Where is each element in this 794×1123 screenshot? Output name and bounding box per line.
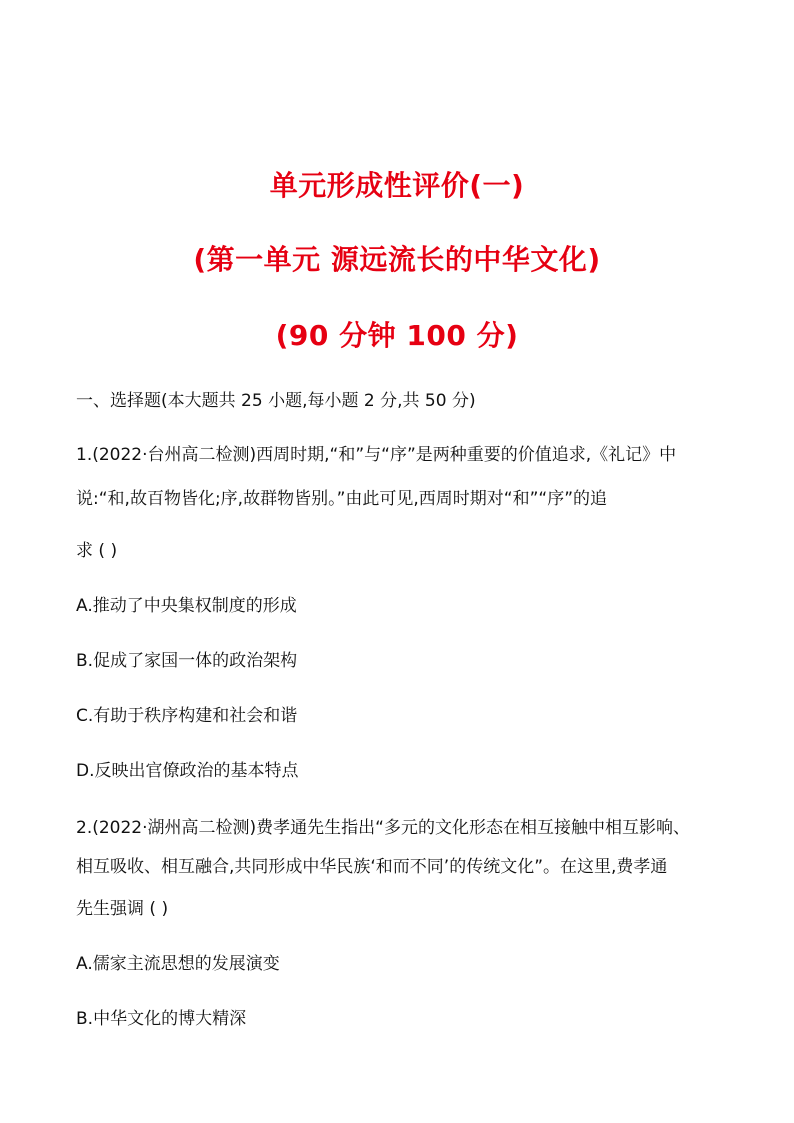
question-text-line: 先生强调 ( ) bbox=[76, 899, 169, 919]
option-a: A.推动了中央集权制度的形成 bbox=[76, 596, 297, 616]
section-heading: 一、选择题(本大题共 25 小题,每小题 2 分,共 50 分) bbox=[76, 391, 476, 411]
question-text-line: 1.(2022·台州高二检测)西周时期,“和”与“序”是两种重要的价值追求,《礼记》中 bbox=[76, 445, 677, 465]
unit-subtitle: (第一单元 源远流长的中华文化) bbox=[193, 243, 601, 276]
option-d: D.反映出官僚政治的基本特点 bbox=[76, 761, 299, 781]
question-text-line: 2.(2022·湖州高二检测)费孝通先生指出“多元的文化形态在相互接触中相互影响、 bbox=[76, 818, 690, 838]
question-text-line: 相互吸收、相互融合,共同形成中华民族‘和而不同’的传统文化”。在这里,费孝通 bbox=[76, 857, 668, 877]
document-title: 单元形成性评价(一) bbox=[269, 169, 525, 202]
question-text-line: 说:“和,故百物皆化;序,故群物皆别。”由此可见,西周时期对“和”“序”的追 bbox=[76, 489, 608, 509]
option-c: C.有助于秩序构建和社会和谐 bbox=[76, 706, 298, 726]
option-b: B.中华文化的博大精深 bbox=[76, 1009, 247, 1029]
question-text-line: 求 ( ) bbox=[76, 541, 118, 561]
exam-duration-score: (90 分钟 100 分) bbox=[275, 319, 519, 352]
option-b: B.促成了家国一体的政治架构 bbox=[76, 651, 298, 671]
option-a: A.儒家主流思想的发展演变 bbox=[76, 954, 280, 974]
